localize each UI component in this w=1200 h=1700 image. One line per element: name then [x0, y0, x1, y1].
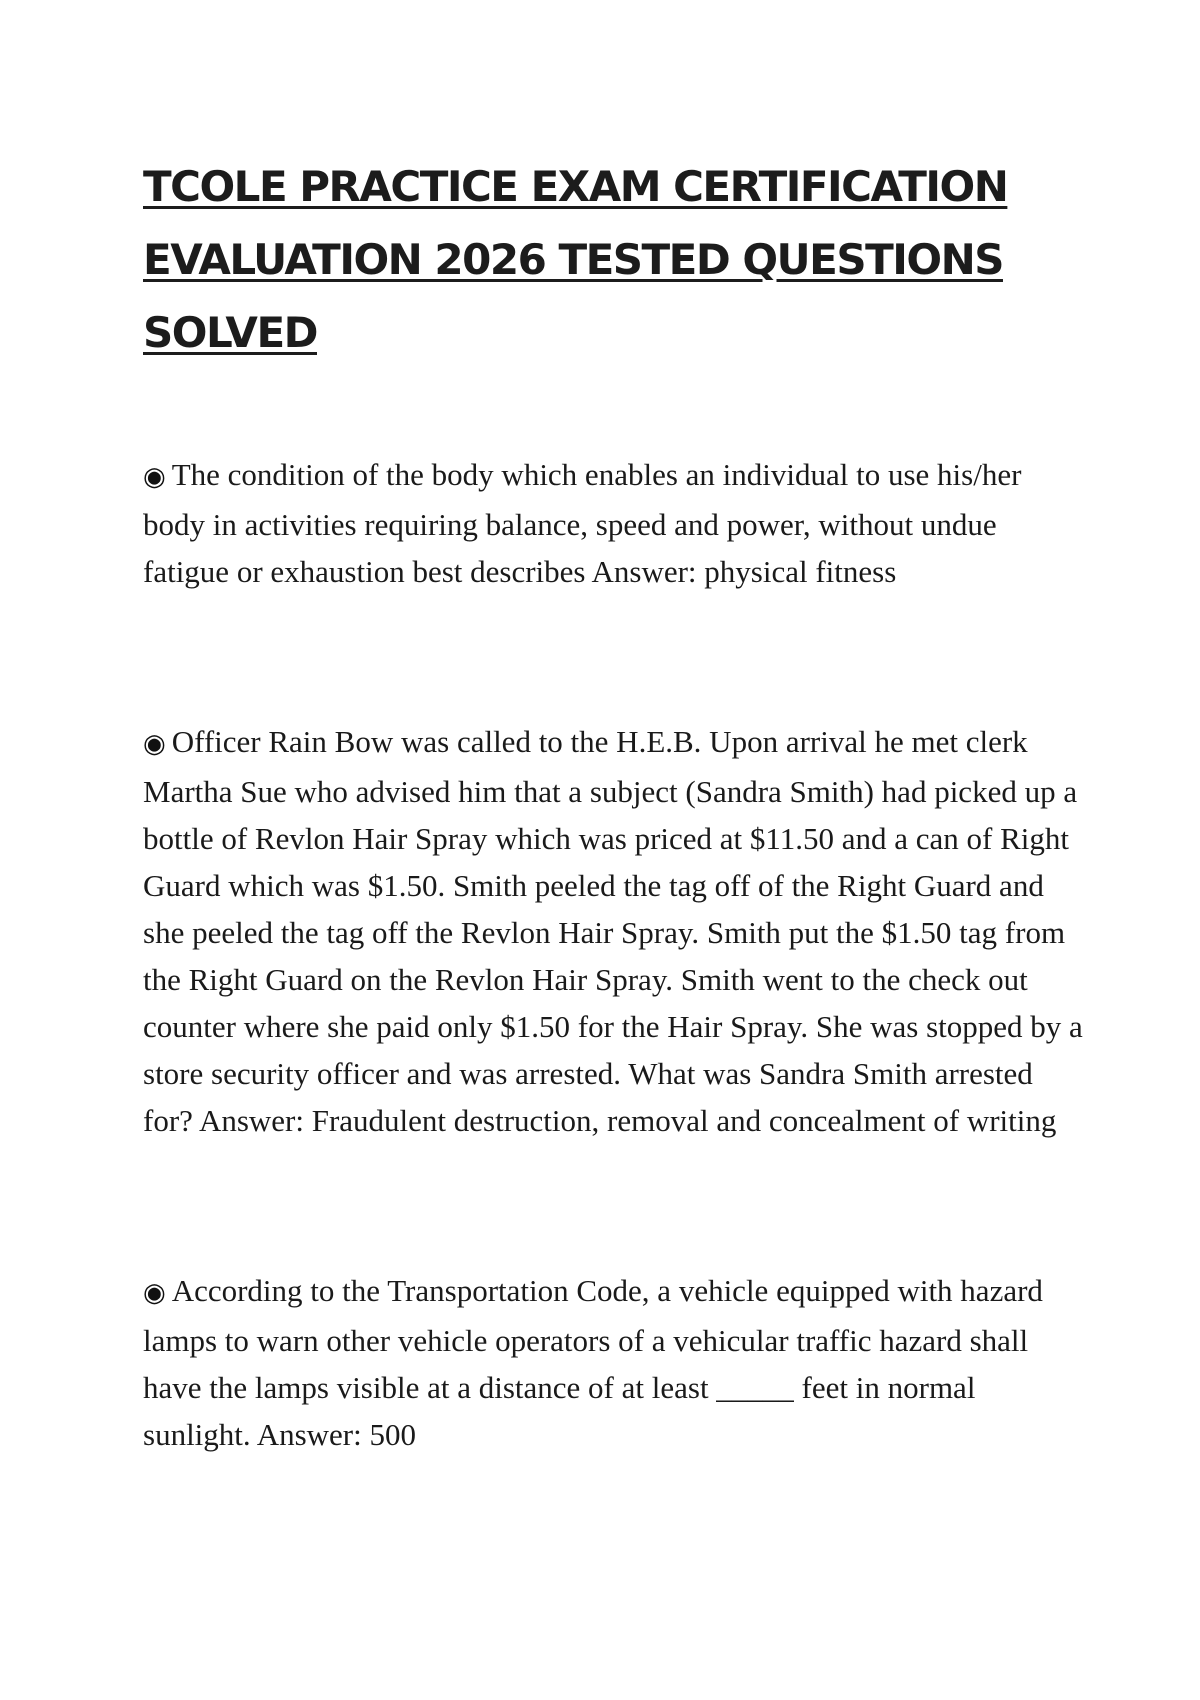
question-answer-item	[143, 1267, 1083, 1458]
radio-bullet-icon: ◉	[143, 729, 166, 759]
question-answer-text: According to the Transportation Code, a vehicle equipped with hazard lamps to warn other vehicle operators of a vehicular traffic hazard shall have the lamps visible at a distance of at least _____ feet in normal sunlight. Answer: 500	[143, 1273, 1043, 1452]
question-answer-item	[143, 718, 1083, 1144]
radio-bullet-icon: ◉	[143, 1278, 166, 1308]
question-answer-text: Officer Rain Bow was called to the H.E.B. Upon arrival he met clerk Martha Sue who advised him that a subject (Sandra Smith) had picked up a bottle of Revlon Hair Spray which was priced at $11.50 and a can of Right Guard which was $1.50. Smith peeled the tag off of the Right Guard and she peeled the tag off the Revlon Hair Spray. Smith put the $1.50 tag from the Right Guard on the Revlon Hair Spray. Smith went to the check out counter where she paid only $1.50 for the Hair Spray. She was stopped by a store security officer and was arrested. What was Sandra Smith arrested for? Answer: Fraudulent destruction, removal and concealment of writing	[143, 724, 1083, 1138]
radio-bullet-icon: ◉	[143, 462, 166, 492]
question-answer-item	[143, 451, 1083, 595]
document-title: TCOLE PRACTICE EXAM CERTIFICATION EVALUATION 2026 TESTED QUESTIONS SOLVED	[143, 162, 1008, 357]
question-answer-text: The condition of the body which enables an individual to use his/her body in activities requiring balance, speed and power, without undue fatigue or exhaustion best describes Answer: physical fitness	[143, 457, 1022, 589]
